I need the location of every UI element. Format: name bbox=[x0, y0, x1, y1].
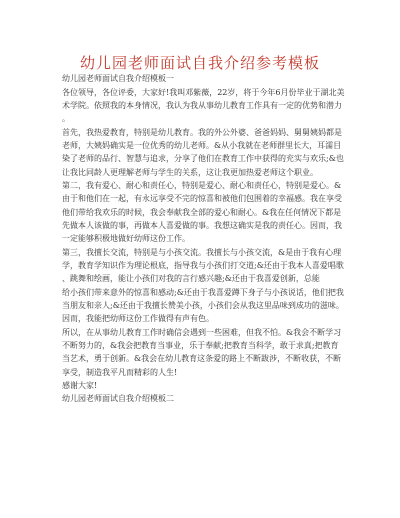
paragraph-line: 、跳舞和绘画，能让小孩们对我的言行感兴趣;&还由于我喜爱创新，总能 bbox=[62, 274, 320, 283]
paragraph-line: 首先，我热爱教育，特别是幼儿教育。我的外公外婆、爸爸妈妈、舅舅姨妈都是 bbox=[62, 128, 342, 137]
paragraph-line: 染了老师的品行、智慧与追求，分享了他们在教育工作中获得的充实与欢乐;&也 bbox=[62, 154, 344, 163]
paragraph-line: 第三，我擅长交流，特别是与小孩交流。我擅长与小孩交流，&是由于我有心理 bbox=[62, 248, 342, 257]
paragraph-line: 当朋友和亲人;&还由于我擅长赞美小孩，小孩们会从我这里品味到成功的滋味。 bbox=[62, 301, 344, 310]
paragraph-line: 享受，制造我平凡而精彩的人生! bbox=[62, 368, 178, 377]
paragraph-line: 给小孩们带来意外的惊喜和感动;&还由于我喜爱蹲下身子与小孩说话，他们把我 bbox=[62, 288, 344, 297]
section-heading-template-two: 幼儿园老师面试自我介绍模板二 bbox=[62, 394, 174, 403]
paragraph-line: 第二，我有爱心、耐心和责任心，特别是爱心、耐心和责任心，特别是爱心。& bbox=[62, 181, 342, 190]
paragraph-line: 当艺术，勇于创新。&我会在幼儿教育这条爱的路上不断跋涉，不断收获，不断 bbox=[62, 354, 342, 363]
paragraph-line: 各位领导，各位评委，大家好!我叫邓紫薇，22岁，将于今年6月份毕业于湖北美 bbox=[62, 88, 345, 97]
paragraph-line: 老师，大姨妈确实是一位优秀的幼儿老师。&从小我就在老师群里长大，耳濡目 bbox=[62, 141, 342, 150]
paragraph-line: 。 bbox=[62, 114, 70, 123]
section-heading-template-one: 幼儿园老师面试自我介绍模板一 bbox=[62, 74, 174, 83]
paragraph-line: 所以，在从事幼儿教育工作时确信会遇到一些困难，但我不怕。&我会不断学习 bbox=[62, 328, 342, 337]
closing-line: 感谢大家! bbox=[62, 381, 98, 390]
paragraph-line: 一定能够积极地做好幼师这份工作。 bbox=[62, 234, 190, 243]
paragraph-line: 让我比同龄人更理解老师与学生的关系，这让我更加热爱老师这个职业。 bbox=[62, 168, 318, 177]
paragraph-line: 因而，我能把幼师这份工作做得有声有色。 bbox=[62, 314, 214, 323]
paragraph-line: 先做本人该做的事，再做本人喜爱做的事。我想这确实是我的责任心。因而，我 bbox=[62, 221, 342, 230]
paragraph-line: 学，教育学知识作为理论根底，指导我与小孩们打交道;&还由于我本人喜爱唱歌 bbox=[62, 261, 344, 270]
document-title: 幼儿园老师面试自我介绍参考模板 bbox=[79, 54, 320, 72]
paragraph-line: 术学院。依照我的本身情况，我认为我从事幼儿教育工作具有一定的优势和潜力 bbox=[62, 101, 342, 110]
paragraph-line: 由于和他们在一起，有永远享受不完的惊喜和被他们包围着的幸福感。我在享受 bbox=[62, 194, 342, 203]
paragraph-line: 他们带给我欢乐的时候，我会奉献我全部的爱心和耐心。&我在任何情况下都是 bbox=[62, 208, 342, 217]
paragraph-line: 不断努力的，&我会把教育当事业，乐于奉献;把教育当科学，敢于求真;把教育 bbox=[62, 341, 339, 350]
